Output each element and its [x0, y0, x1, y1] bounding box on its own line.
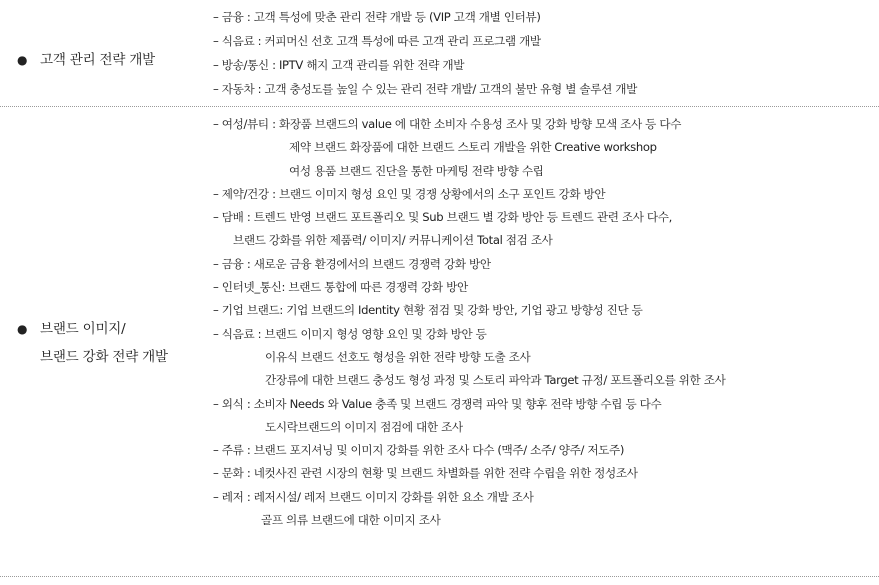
case-list	[213, 5, 637, 101]
case-item: – 레저 : 레저시설/ 레저 브랜드 이미지 강화를 위한 요소 개발 조사	[213, 489, 534, 504]
customer-management-section	[0, 0, 879, 107]
case-item-continuation: 브랜드 강화를 위한 제품력/ 이미지/ 커뮤니케이션 Total 점검 조사	[233, 233, 553, 248]
category-label-line-2: 브랜드 강화 전략 개발	[40, 349, 168, 365]
case-item: – 여성/뷰티 : 화장품 브랜드의 value 에 대한 소비자 수용성 조사 및 강화 방향 모색 조사 등 다수	[213, 117, 682, 131]
bullet-icon: ●	[17, 322, 28, 336]
case-item-continuation: 이유식 브랜드 선호도 형성을 위한 전략 방향 도출 조사	[265, 349, 531, 364]
category-label-line-1: 브랜드 이미지/	[40, 321, 126, 337]
case-item-continuation: 도시락브랜드의 이미지 점검에 대한 조사	[265, 419, 463, 434]
case-item: – 금융 : 새로운 금융 환경에서의 브랜드 경쟁력 강화 방안	[213, 256, 491, 271]
case-item: – 식음료 : 브랜드 이미지 형성 영향 요인 및 강화 방안 등	[213, 326, 487, 341]
case-item: – 금융 : 고객 특성에 맞춘 관리 전략 개발 등 (VIP 고객 개별 인터뷰)	[213, 10, 541, 24]
brand-strategy-section	[0, 107, 879, 577]
case-item: – 방송/통신 : IPTV 해지 고객 관리를 위한 전략 개발	[213, 58, 465, 72]
case-item: – 문화 : 네컷사진 관련 시장의 현황 및 브랜드 차별화를 위한 전략 수립을 위한 정성조사	[213, 466, 638, 481]
bullet-icon: ●	[17, 53, 28, 67]
case-item: – 인터넷_통신: 브랜드 통합에 따른 경쟁력 강화 방안	[213, 280, 468, 295]
case-item: – 식음료 : 커피머신 선호 고객 특성에 따른 고객 관리 프로그램 개발	[213, 34, 541, 48]
case-item: – 외식 : 소비자 Needs 와 Value 충족 및 브랜드 경쟁력 파악 및 향후 전략 방향 수립 등 다수	[213, 396, 662, 411]
case-item-continuation: 간장류에 대한 브랜드 충성도 형성 과정 및 스토리 파악과 Target 규정/ 포트폴리오를 위한 조사	[265, 373, 726, 388]
case-item: – 자동차 : 고객 충성도를 높일 수 있는 관리 전략 개발/ 고객의 불만 유형 별 솔루션 개발	[213, 82, 637, 96]
case-item: – 제약/건강 : 브랜드 이미지 형성 요인 및 경쟁 상황에서의 소구 포인트 강화 방안	[213, 186, 606, 201]
case-item-continuation: 제약 브랜드 화장품에 대한 브랜드 스토리 개발을 위한 Creative workshop	[289, 140, 657, 155]
category-label: 고객 관리 전략 개발	[40, 52, 156, 68]
case-item: – 기업 브랜드: 기업 브랜드의 Identity 현황 점검 및 강화 방안, 기업 광고 방향성 진단 등	[213, 303, 643, 318]
case-item-continuation: 여성 용품 브랜드 진단을 통한 마케팅 전략 방향 수립	[289, 163, 544, 178]
case-list	[213, 113, 725, 532]
case-item: – 주류 : 브랜드 포지셔닝 및 이미지 강화를 위한 조사 다수 (맥주/ 소주/ 양주/ 저도주)	[213, 443, 625, 458]
case-item-continuation: 골프 의류 브랜드에 대한 이미지 조사	[261, 513, 441, 528]
case-item: – 담배 : 트렌드 반영 브랜드 포트폴리오 및 Sub 브랜드 별 강화 방안 등 트렌드 관련 조사 다수,	[213, 210, 672, 225]
